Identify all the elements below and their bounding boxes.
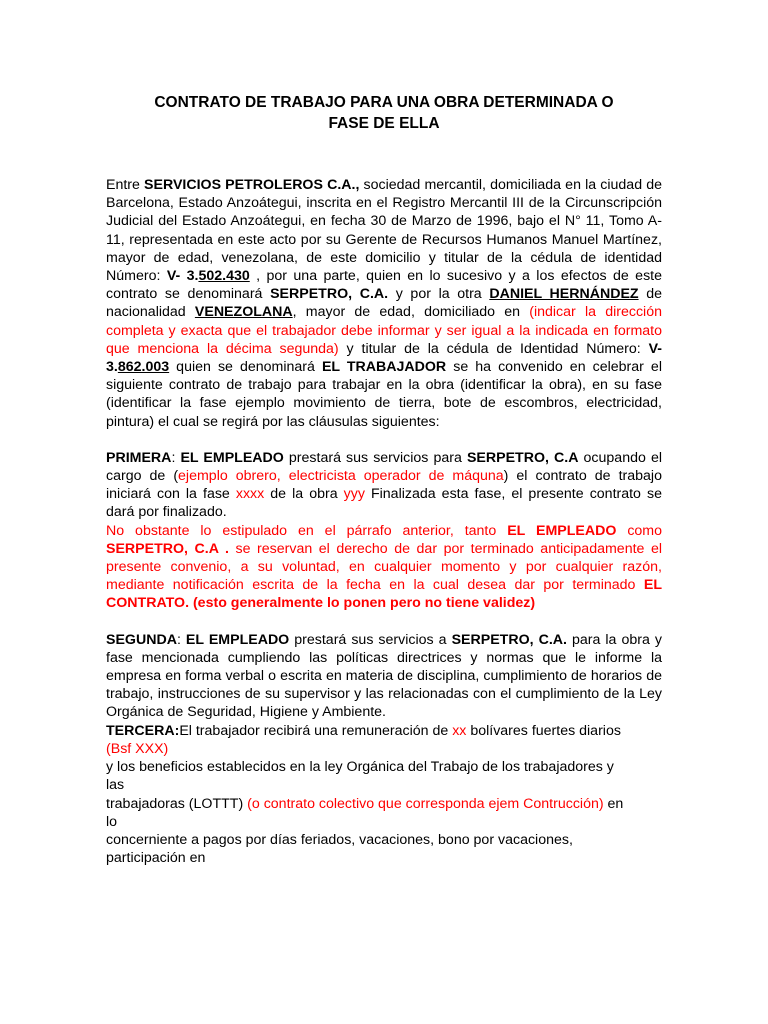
id1-prefix: V- 3. xyxy=(166,268,199,285)
clause-text: lo xyxy=(106,813,118,830)
clause-red-text: se reservan el derecho de dar por terminado anticipadamente el presente convenio, a su voluntad, en cualquier momento y por cualquier razón, mediante notificación escrita de la fecha en la cual desea dar por terminado xyxy=(106,540,663,594)
title-line-1: CONTRATO DE TRABAJO PARA UNA OBRA DETERMINADA O xyxy=(154,94,614,111)
clause-text: concerniente a pagos por días feriados, vacaciones, bono por vacaciones, xyxy=(106,831,573,848)
amount-placeholder: xx xyxy=(452,722,467,739)
clause-text: de la obra xyxy=(264,486,344,503)
clause-label: PRIMERA xyxy=(106,449,172,466)
intro-text: de nacionalidad xyxy=(106,286,662,321)
employee-label: EL EMPLEADO xyxy=(180,449,284,466)
amount-note: (Bsf XXX) xyxy=(106,740,169,757)
title-line-2: FASE DE ELLA xyxy=(328,115,440,132)
worker-nationality: VENEZOLANA xyxy=(194,304,293,321)
id2-prefix: V- 3. xyxy=(106,340,662,376)
clause-text: trabajadoras (LOTTT) xyxy=(106,795,248,812)
company-short-name: SERPETRO, C.A. xyxy=(270,286,389,303)
clause-text: para la obra y fase mencionada cumpliendo las políticas directrices y normas que le informe la empresa en forma verbal o escrita en materia de disciplina, cumplimiento de horarios de trabajo, instrucciones de su supervisor y las relacionadas con el cumplimiento de la Ley Orgánica de Seguridad, Higiene y Ambiente. xyxy=(106,631,662,721)
clause-red-text: como xyxy=(616,522,663,539)
intro-text: quien se denominará xyxy=(169,359,322,376)
clause-text: bolívares fuertes diarios xyxy=(466,722,621,739)
clause-label: TERCERA: xyxy=(106,722,180,739)
employee-label: EL EMPLEADO xyxy=(185,631,290,648)
company-name: SERVICIOS PETROLEROS C.A., xyxy=(144,177,360,193)
work-placeholder: yyy xyxy=(343,486,365,503)
clause-text: participación en xyxy=(106,850,206,867)
intro-text: se ha convenido en celebrar el siguiente contrato de trabajo para trabajar en la obra (identificar la obra), en su fase (identificar la fase ejemplo movimiento de tierra, bote de escombros, electricidad, pintura) el cual se regirá por las cláusulas siguientes: xyxy=(106,359,662,430)
intro-text: , mayor de edad, domiciliado en xyxy=(292,304,530,321)
clause-text: El trabajador recibirá una remuneración de xyxy=(179,722,453,739)
clause-text: prestará sus servicios para xyxy=(283,449,467,466)
id1-number: 502.430 xyxy=(198,268,250,285)
paragraph-gap xyxy=(106,431,662,449)
clause-text: en xyxy=(603,795,624,812)
clause-text: y los beneficios establecidos en la ley Orgánica del Trabajo de los trabajadores y xyxy=(106,759,614,776)
clause-tercera xyxy=(106,722,662,868)
clause-text: ocupando el cargo de ( xyxy=(106,449,662,485)
clause-text: ) el contrato de trabajo iniciará con la fase xyxy=(106,468,662,503)
clause-segunda xyxy=(106,631,662,722)
collective-contract-note: (o contrato colectivo que corresponda ejem Contrucción) xyxy=(247,795,604,812)
clause-text: Finalizada esta fase, el presente contrato se dará por finalizado. xyxy=(106,486,662,521)
intro-text: Entre xyxy=(106,177,145,193)
role-example: ejemplo obrero, electricista operador de máquna xyxy=(178,468,504,485)
contract-body xyxy=(106,176,662,867)
id2-number: 862.003 xyxy=(117,359,170,376)
intro-text: , por una parte, quien en lo sucesivo y a los efectos de este contrato se denominará xyxy=(106,268,662,303)
paragraph-gap xyxy=(106,613,662,631)
clause-text: las xyxy=(106,777,125,794)
clause-text: prestará sus servicios a xyxy=(289,631,452,648)
contract-note: EL CONTRATO. (esto generalmente lo ponen pero no tiene validez) xyxy=(106,577,662,612)
address-note: (indicar la dirección completa y exacta que el trabajador debe informar y ser igual a la indicada en formato que menciona la décima segunda) xyxy=(106,304,662,357)
worker-name: DANIEL HERNÁNDEZ xyxy=(489,286,639,303)
contract-title xyxy=(106,92,662,134)
clause-primera xyxy=(106,449,662,613)
worker-label: EL TRABAJADOR xyxy=(321,359,447,376)
intro-text: y por la otra xyxy=(388,286,490,303)
intro-text: y titular de la cédula de Identidad Número: xyxy=(338,340,649,357)
employee-label: EL EMPLEADO xyxy=(507,522,617,539)
clause-text: : xyxy=(171,449,181,466)
company-short-name: SERPETRO, C.A xyxy=(466,449,579,466)
intro-paragraph xyxy=(106,176,662,431)
clause-text: : xyxy=(176,631,186,648)
company-short-name: SERPETRO, C.A . xyxy=(106,540,229,557)
clause-red-text: No obstante lo estipulado en el párrafo anterior, tanto xyxy=(106,522,508,539)
phase-placeholder: xxxx xyxy=(235,486,265,503)
company-short-name: SERPETRO, C.A. xyxy=(451,631,567,648)
intro-text: sociedad mercantil, domiciliada en la ciudad de Barcelona, Estado Anzoátegui, inscrita en el Registro Mercantil III de la Circunscripción Judicial del Estado Anzoátegui, en fecha 30 de Marzo de 1996, bajo el N° 11, Tomo A-11, representada en este acto por su Gerente de Recursos Humanos Manuel Martínez, mayor de edad, venezolana, de este domicilio y titular de la cédula de identidad Número: xyxy=(106,177,662,285)
clause-label: SEGUNDA xyxy=(106,631,177,648)
